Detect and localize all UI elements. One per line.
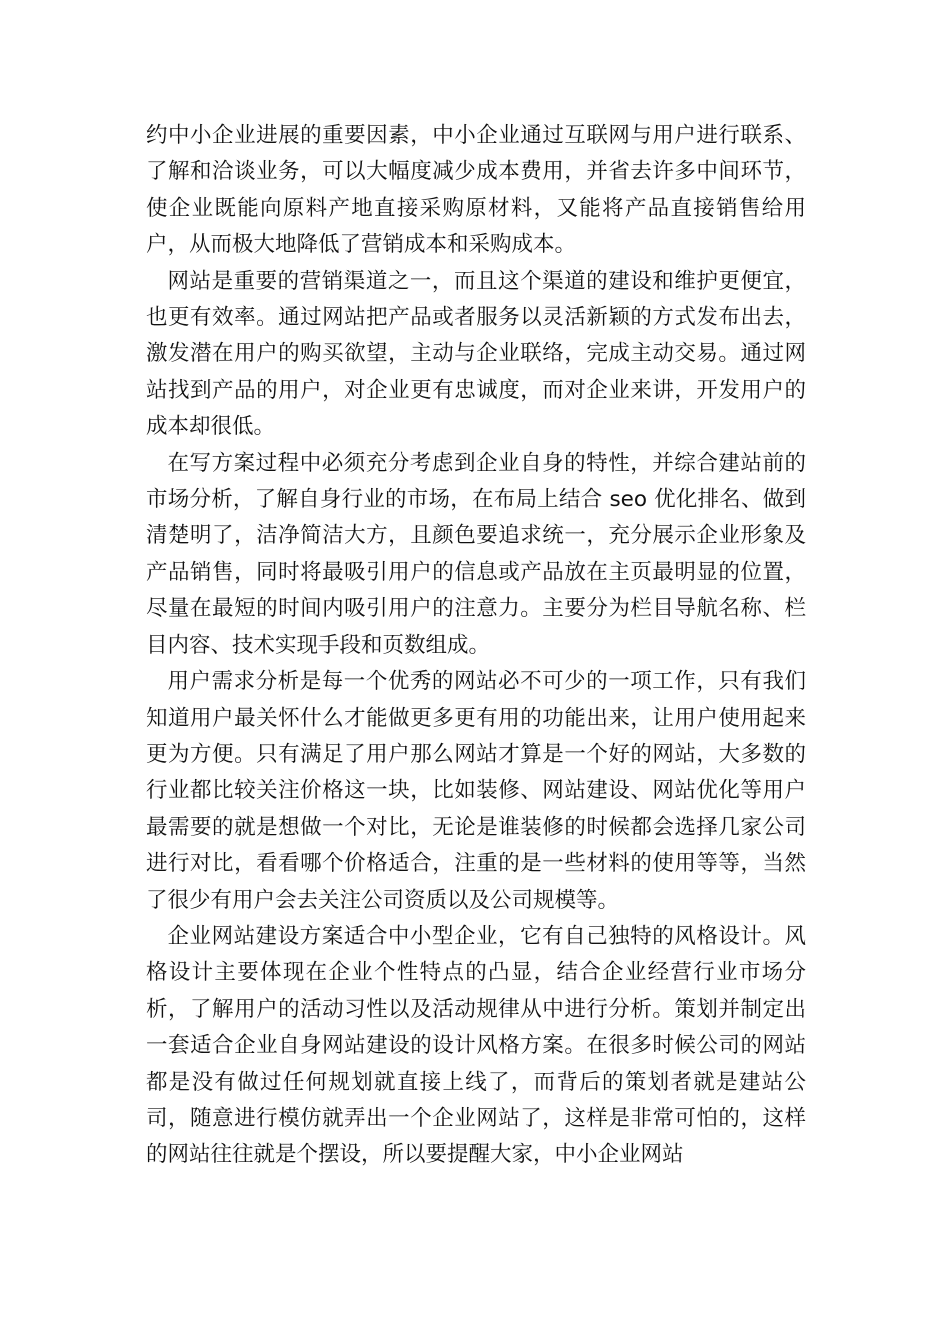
paragraph-5: 企业网站建设方案适合中小型企业，它有自己独特的风格设计。风格设计主要体现在企业个性特点的凸显，结合企业经营行业市场分析，了解用户的活动习性以及活动规律从中进行分析。策划并制定出一套适合企业自身网站建设的设计风格方案。在很多时候公司的网站都是没有做过任何规划就直接上线了，而背后的策划者就是建站公司，随意进行模仿就弄出一个企业网站了，这样是非常可怕的，这样的网站往往就是个摆设，所以要提醒大家，中小企业网站 xyxy=(146,923,806,1168)
document-body xyxy=(146,118,806,1174)
paragraph-1: 约中小企业进展的重要因素，中小企业通过互联网与用户进行联系、了解和洽谈业务，可以大幅度减少成本费用，并省去许多中间环节，使企业既能向原料产地直接采购原材料，又能将产品直接销售给用户，从而极大地降低了营销成本和采购成本。 xyxy=(146,123,806,258)
paragraph-3: 在写方案过程中必须充分考虑到企业自身的特性，并综合建站前的市场分析，了解自身行业的市场，在布局上结合 seo 优化排名、做到清楚明了，洁净简洁大方，且颜色要追求统一，充分展示企业形象及产品销售，同时将最吸引用户的信息或产品放在主页最明显的位置，尽量在最短的时间内吸引用户的注意力。主要分为栏目导航名称、栏目内容、技术实现手段和页数组成。 xyxy=(146,450,806,658)
paragraph-2: 网站是重要的营销渠道之一，而且这个渠道的建设和维护更便宜，也更有效率。通过网站把产品或者服务以灵活新颖的方式发布出去，激发潜在用户的购买欲望，主动与企业联络，完成主动交易。通过网站找到产品的用户，对企业更有忠诚度，而对企业来讲，开发用户的成本却很低。 xyxy=(146,268,806,440)
paragraph-4: 用户需求分析是每一个优秀的网站必不可少的一项工作，只有我们知道用户最关怀什么才能做更多更有用的功能出来，让用户使用起来更为方便。只有满足了用户那么网站才算是一个好的网站，大多数的行业都比较关注价格这一块，比如装修、网站建设、网站优化等用户最需要的就是想做一个对比，无论是谁装修的时候都会选择几家公司进行对比，看看哪个价格适合，注重的是一些材料的使用等等，当然了很少有用户会去关注公司资质以及公司规模等。 xyxy=(146,669,806,913)
